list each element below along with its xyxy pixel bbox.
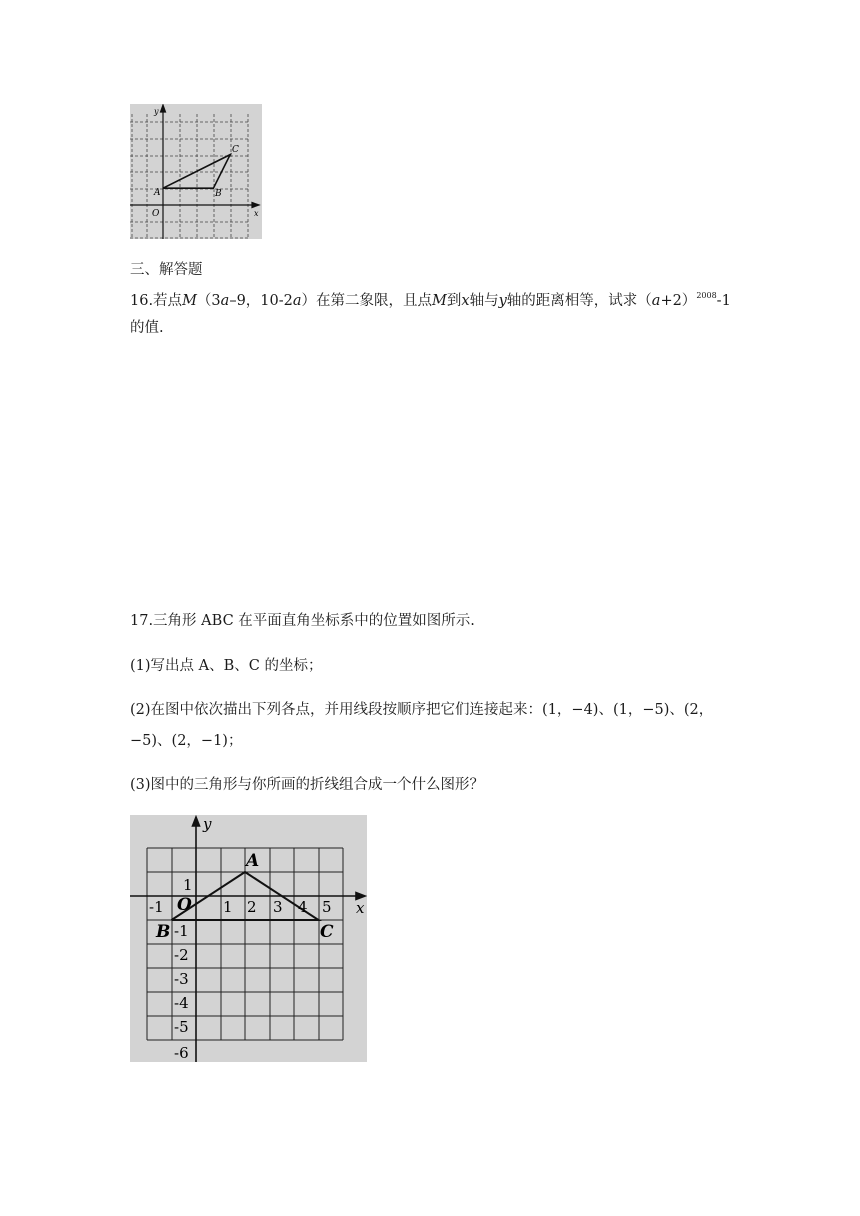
figure-2-coordinate-grid	[130, 815, 367, 1062]
var-x: x	[461, 293, 470, 309]
y-tick-label: 1	[183, 876, 193, 894]
var-m: M	[432, 293, 447, 309]
point-label-a: A	[246, 851, 260, 871]
q16-coords-a: （3	[196, 293, 221, 309]
question-17-part-3: (3)图中的三角形与你所画的折线组合成一个什么图形？	[130, 777, 485, 793]
question-17-part-2-line-2: −5)、(2，−1)；	[130, 733, 243, 749]
var-a: a	[651, 293, 661, 309]
q16-pre: 16.若点	[130, 293, 183, 309]
x-axis-label: x	[356, 899, 365, 917]
x-axis-label: x	[254, 209, 259, 218]
point-label-c: C	[232, 145, 239, 155]
y-tick-label: -4	[174, 994, 189, 1012]
y-tick-label: -6	[174, 1044, 189, 1062]
x-axis-arrow	[252, 203, 259, 208]
section-heading: 三、解答题	[130, 262, 203, 278]
q16-tail: -1	[716, 293, 731, 309]
question-17-stem: 17.三角形 ABC 在平面直角坐标系中的位置如图所示.	[130, 613, 475, 629]
x-tick-label: 3	[273, 898, 283, 916]
y-axis-label: y	[154, 107, 159, 116]
q16-text: 到	[446, 293, 462, 309]
x-tick-label: -1	[149, 898, 164, 916]
var-m: M	[182, 293, 197, 309]
y-tick-label: -1	[174, 922, 189, 940]
var-y: y	[498, 293, 507, 309]
var-a: a	[220, 293, 230, 309]
figure-1-coordinate-grid	[130, 104, 262, 239]
y-axis-arrow	[193, 817, 200, 826]
x-tick-label: 1	[223, 898, 233, 916]
point-label-a: A	[154, 188, 161, 198]
q16-text: 轴的距离相等，试求（	[506, 293, 652, 309]
question-17-part-1: (1)写出点 A、B、C 的坐标；	[130, 658, 323, 674]
origin-label: O	[177, 895, 192, 915]
question-16-line-1	[130, 285, 731, 312]
point-label-b: B	[215, 189, 222, 199]
question-17-part-2-line-1: (2)在图中依次描出下列各点，并用线段按顺序把它们连接起来：(1，−4)、(1，−5)、(2，	[130, 702, 714, 718]
x-tick-label: 5	[322, 898, 332, 916]
y-tick-label: -3	[174, 970, 189, 988]
q16-coords-c: ）在第二象限，且点	[301, 293, 433, 309]
y-axis-arrow	[161, 105, 166, 112]
origin-label: O	[152, 209, 160, 219]
y-tick-label: -2	[174, 946, 189, 964]
x-tick-label: 4	[298, 898, 308, 916]
x-tick-label: 2	[247, 898, 257, 916]
q16-text: 轴与	[469, 293, 499, 309]
y-axis-label: y	[203, 815, 212, 833]
question-16-line-2: 的值.	[130, 320, 164, 336]
exponent: 2008	[696, 291, 717, 300]
point-label-c: C	[320, 922, 334, 942]
y-tick-label: -5	[174, 1018, 189, 1036]
point-label-b: B	[156, 922, 171, 942]
var-a: a	[292, 293, 302, 309]
q16-text: +2）	[660, 293, 697, 309]
q16-coords-b: –9，10-2	[229, 293, 293, 309]
